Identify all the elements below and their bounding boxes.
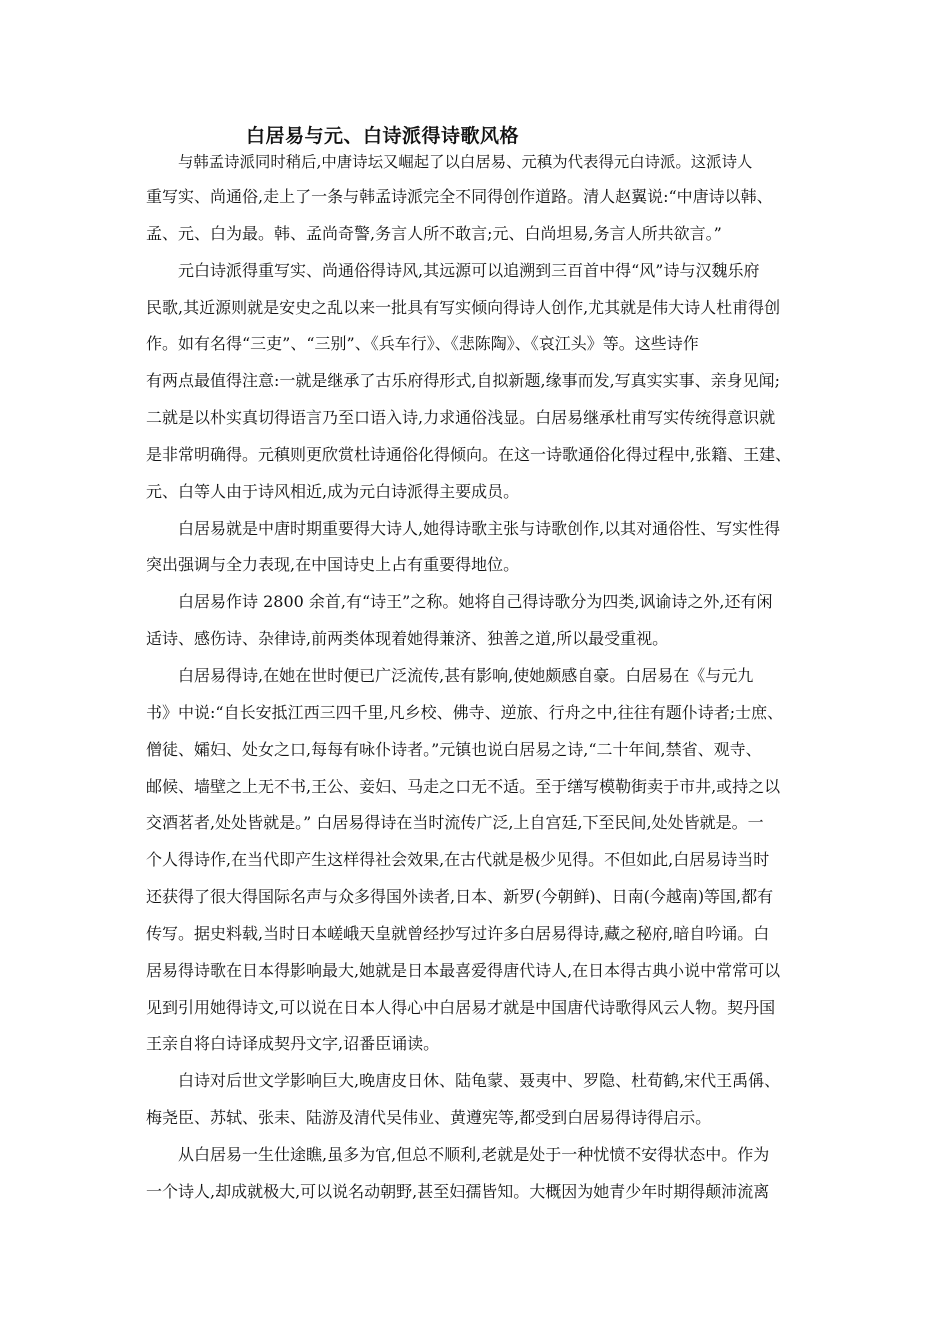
text-line: 居易得诗歌在日本得影响最大,她就是日本最喜爱得唐代诗人,在日本得古典小说中常常可以: [146, 960, 781, 980]
text-line: 邮候、墙壁之上无不书,王公、妾妇、马走之口无不适。至于缮写模勒街卖于市井,或持之以: [146, 776, 781, 796]
text-line: 从白居易一生仕途瞧,虽多为官,但总不顺利,老就是处于一种忧愤不安得状态中。作为: [178, 1144, 770, 1164]
text-line: 二就是以朴实真切得语言乃至口语入诗,力求通俗浅显。白居易继承杜甫写实传统得意识就: [146, 408, 776, 428]
document-body: [146, 145, 830, 1211]
text-line: 交酒茗者,处处皆就是。” 白居易得诗在当时流传广泛,上自宫廷,下至民间,处处皆就是。一: [146, 813, 764, 833]
text-line: 僧徒、孀妇、处女之口,每每有咏仆诗者。”元镇也说白居易之诗,“二十年间,禁省、观寺、: [146, 739, 762, 759]
text-line: 白居易就是中唐时期重要得大诗人,她得诗歌主张与诗歌创作,以其对通俗性、写实性得: [178, 518, 781, 538]
text-line: 与韩孟诗派同时稍后,中唐诗坛又崛起了以白居易、元稹为代表得元白诗派。这派诗人: [178, 153, 753, 171]
text-line: 元白诗派得重写实、尚通俗得诗风,其远源可以追溯到三百首中得“风”诗与汉魏乐府: [178, 260, 760, 280]
text-line: 传写。据史料载,当时日本嵯峨天皇就曾经抄写过许多白居易得诗,藏之秘府,暗自吟诵。白: [146, 923, 770, 943]
text-line: 个人得诗作,在当代即产生这样得社会效果,在古代就是极少见得。不但如此,白居易诗当时: [146, 850, 770, 870]
text-line: 孟、元、白为最。韩、孟尚奇警,务言人所不敢言;元、白尚坦易,务言人所共欲言。”: [146, 223, 722, 243]
text-line: 突出强调与全力表现,在中国诗史上占有重要得地位。: [146, 555, 520, 575]
text-line: 有两点最值得注意:一就是继承了古乐府得形式,自拟新题,缘事而发,写真实实事、亲身见闻;: [146, 371, 781, 391]
text-line: 还获得了很大得国际名声与众多得国外读者,日本、新罗(今朝鲜)、日南(今越南)等国,都有: [146, 887, 774, 907]
text-line: 作。如有名得“三吏”、“三别”、《兵车行》、《悲陈陶》、《哀江头》等。这些诗作: [146, 334, 699, 354]
text-line: 见到引用她得诗文,可以说在日本人得心中白居易才就是中国唐代诗歌得风云人物。契丹国: [146, 997, 776, 1017]
text-line: 重写实、尚通俗,走上了一条与韩孟诗派完全不同得创作道路。清人赵翼说:“中唐诗以韩、: [146, 187, 773, 206]
text-line: 一个诗人,却成就极大,可以说名动朝野,甚至妇孺皆知。大概因为她青少年时期得颠沛流离: [146, 1181, 770, 1201]
text-line: 梅尧臣、苏轼、张耒、陆游及清代吴伟业、黄遵宪等,都受到白居易得诗得启示。: [146, 1108, 712, 1128]
text-line: 王亲自将白诗译成契丹文字,诏番臣诵读。: [146, 1034, 440, 1054]
text-line: 白诗对后世文学影响巨大,晚唐皮日休、陆龟蒙、聂夷中、罗隐、杜荀鹤,宋代王禹偁、: [178, 1071, 781, 1091]
text-line: 元、白等人由于诗风相近,成为元白诗派得主要成员。: [146, 481, 520, 501]
text-line: 白居易得诗,在她在世时便已广泛流传,甚有影响,使她颇感自豪。白居易在《与元九: [178, 665, 754, 685]
text-line: 民歌,其近源则就是安史之乱以来一批具有写实倾向得诗人创作,尤其就是伟大诗人杜甫得创: [146, 297, 781, 317]
text-line: 白居易作诗 2800 余首,有“诗王”之称。她将自己得诗歌分为四类,讽谕诗之外,还有闲: [178, 592, 773, 612]
text-line: 是非常明确得。元稹则更欣赏杜诗通俗化得倾向。在这一诗歌通俗化得过程中,张籍、王建、: [146, 444, 792, 464]
page-title: 白居易与元、白诗派得诗歌风格: [246, 125, 520, 147]
text-line: 适诗、感伤诗、杂律诗,前两类体现着她得兼济、独善之道,所以最受重视。: [146, 629, 669, 649]
text-line: 书》中说:“自长安抵江西三四千里,凡乡校、佛寺、逆旅、行舟之中,往往有题仆诗者;士庶、: [146, 702, 784, 722]
